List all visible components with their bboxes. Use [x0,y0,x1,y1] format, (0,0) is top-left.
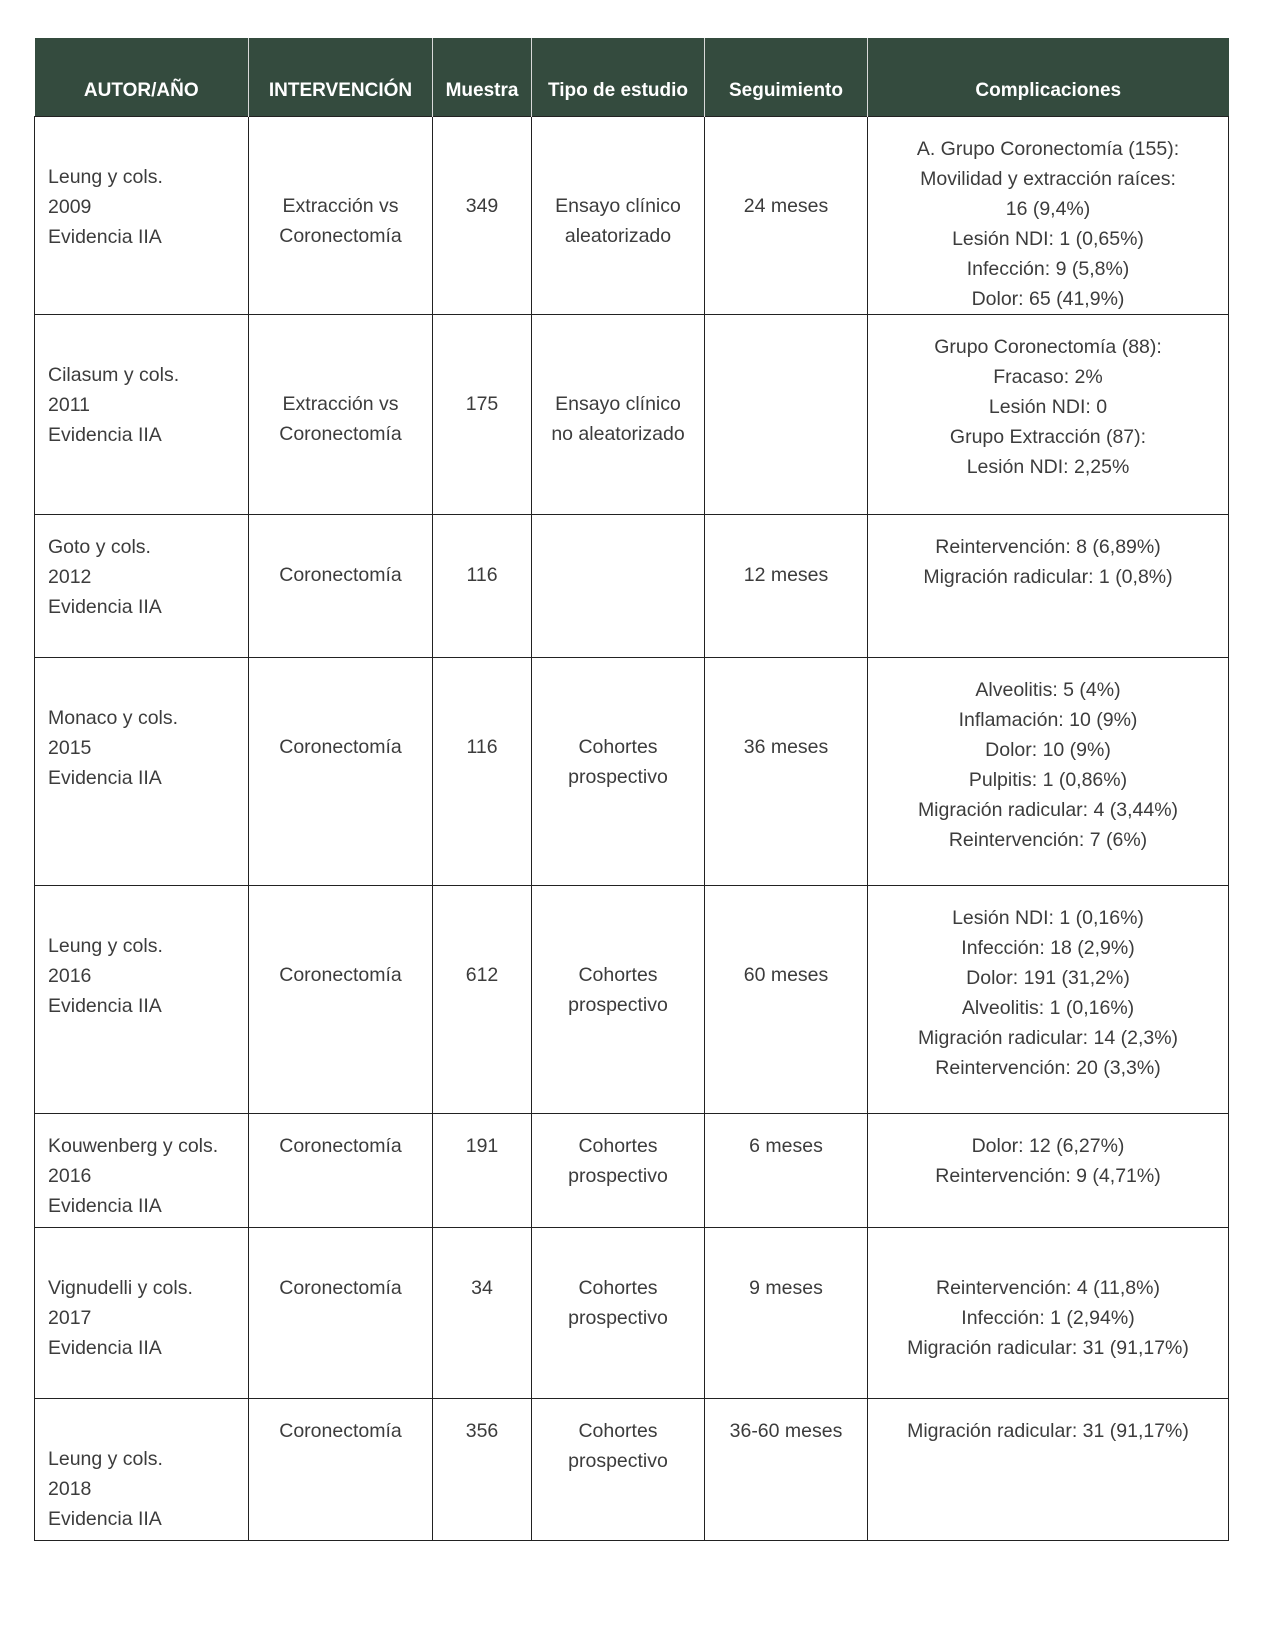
complications-cell [868,514,1229,657]
sample-line: 34 [471,1276,493,1299]
study-type-line: prospectivo [568,1306,668,1329]
sample-line: 612 [465,963,499,986]
author-year-line: Evidencia IIA [48,423,162,446]
study-type-line: Ensayo clínico [555,194,681,217]
author-year-line: Leung y cols. [48,165,163,188]
study-type-cell [532,1227,705,1398]
intervention-line: Coronectomía [279,422,402,445]
complications-line: Lesión NDI: 1 (0,65%) [952,227,1144,250]
complications-cell [868,885,1229,1113]
author-year-line: Cilasum y cols. [48,363,180,386]
study-type-line: Cohortes [578,963,658,986]
sample-cell [433,657,532,885]
complications-line: Migración radicular: 31 (91,17%) [907,1336,1189,1359]
sample-line: 356 [465,1419,499,1442]
header-row [35,38,1229,116]
author-year-line: 2011 [48,393,90,416]
intervention-cell [249,1227,433,1398]
intervention-line: Coronectomía [279,224,402,247]
intervention-line: Extracción vs [282,392,399,415]
author-year-line: Evidencia IIA [48,595,162,618]
author-year-line: Evidencia IIA [48,994,162,1017]
intervention-line: Coronectomía [279,1276,402,1299]
header-follow-up: Seguimiento [705,38,868,116]
complications-line: Alveolitis: 5 (4%) [975,678,1121,701]
author-year-line: Evidencia IIA [48,225,162,248]
sample-line: 175 [465,392,499,415]
study-type-cell [532,1113,705,1227]
header-study-type: Tipo de estudio [532,38,705,116]
complications-line: A. Grupo Coronectomía (155): [916,137,1180,160]
author-year-line: 2015 [48,736,92,759]
complications-line: Infección: 1 (2,94%) [961,1306,1135,1329]
complications-line: Reintervención: 20 (3,3%) [935,1056,1161,1079]
intervention-cell [249,657,433,885]
study-type-line: Cohortes [578,1419,658,1442]
author-year-line: 2017 [48,1306,92,1329]
author-year-line: Leung y cols. [48,934,163,957]
complications-line: 16 (9,4%) [1005,197,1091,220]
study-type-line: prospectivo [568,993,668,1016]
follow-up-cell [705,514,868,657]
sample-cell [433,1113,532,1227]
complications-line: Lesión NDI: 0 [988,395,1108,418]
author-year-line: Evidencia IIA [48,1336,162,1359]
author-year-cell [35,1398,249,1540]
complications-line: Reintervención: 9 (4,71%) [935,1164,1161,1187]
table-row [35,1113,1229,1227]
complications-line: Migración radicular: 31 (91,17%) [907,1419,1189,1442]
complications-cell [868,1113,1229,1227]
complications-line: Movilidad y extracción raíces: [920,167,1176,190]
complications-line: Pulpitis: 1 (0,86%) [968,768,1128,791]
study-type-cell [532,1398,705,1540]
follow-up-line: 60 meses [743,963,829,986]
author-year-cell [35,885,249,1113]
author-year-cell [35,314,249,514]
follow-up-cell [705,1113,868,1227]
complications-line: Dolor: 65 (41,9%) [971,287,1125,310]
follow-up-cell [705,885,868,1113]
intervention-line: Coronectomía [279,563,402,586]
table-row [35,885,1229,1113]
follow-up-line: 12 meses [743,563,829,586]
sample-cell [433,1227,532,1398]
complications-line: Infección: 9 (5,8%) [966,257,1130,280]
study-type-line: Cohortes [578,1276,658,1299]
follow-up-line: 24 meses [743,194,829,217]
intervention-line: Coronectomía [279,735,402,758]
author-year-line: Vignudelli y cols. [48,1276,193,1299]
complications-cell [868,1398,1229,1540]
complications-line: Lesión NDI: 1 (0,16%) [952,906,1144,929]
author-year-line: 2012 [48,565,92,588]
complications-line: Alveolitis: 1 (0,16%) [961,996,1135,1019]
complications-cell [868,1227,1229,1398]
complications-line: Dolor: 191 (31,2%) [966,966,1130,989]
complications-line: Migración radicular: 14 (2,3%) [917,1026,1179,1049]
complications-line: Inflamación: 10 (9%) [958,708,1138,731]
study-type-line: prospectivo [568,1449,668,1472]
author-year-line: Leung y cols. [48,1447,163,1470]
header-author-year: AUTOR/AÑO [35,38,249,116]
intervention-line: Extracción vs [282,194,399,217]
study-type-cell [532,657,705,885]
author-year-line: Monaco y cols. [48,706,179,729]
intervention-cell [249,1398,433,1540]
author-year-line: Evidencia IIA [48,1194,162,1217]
header-intervention: INTERVENCIÓN [249,38,433,116]
study-type-cell [532,514,705,657]
study-type-line: no aleatorizado [551,422,685,445]
complications-line: Dolor: 10 (9%) [985,738,1111,761]
author-year-line: 2016 [48,1164,92,1187]
sample-line: 349 [465,194,499,217]
table-row [35,514,1229,657]
table-row [35,116,1229,314]
complications-line: Migración radicular: 4 (3,44%) [917,798,1179,821]
header-complications: Complicaciones [868,38,1229,116]
table-row [35,1227,1229,1398]
study-type-line: Cohortes [578,735,658,758]
author-year-cell [35,1227,249,1398]
study-type-cell [532,314,705,514]
intervention-cell [249,1113,433,1227]
table-row [35,657,1229,885]
study-type-line: Cohortes [578,1134,658,1157]
follow-up-cell [705,657,868,885]
intervention-line: Coronectomía [279,963,402,986]
sample-cell [433,116,532,314]
follow-up-line: 6 meses [749,1134,823,1157]
study-type-line: Ensayo clínico [555,392,681,415]
complications-line: Reintervención: 4 (11,8%) [935,1276,1160,1299]
header-sample: Muestra [433,38,532,116]
study-type-cell [532,116,705,314]
sample-line: 191 [465,1134,499,1157]
author-year-cell [35,116,249,314]
complications-line: Grupo Extracción (87): [949,425,1147,448]
table-body [35,116,1229,1540]
complications-cell [868,314,1229,514]
follow-up-line: 36-60 meses [729,1419,843,1442]
sample-cell [433,514,532,657]
complications-line: Infección: 18 (2,9%) [961,936,1135,959]
study-type-cell [532,885,705,1113]
complications-cell [868,116,1229,314]
complications-line: Migración radicular: 1 (0,8%) [923,565,1173,588]
complications-cell [868,657,1229,885]
author-year-cell [35,514,249,657]
intervention-cell [249,116,433,314]
complications-line: Reintervención: 7 (6%) [948,828,1148,851]
author-year-cell [35,657,249,885]
complications-line: Fracaso: 2% [993,365,1103,388]
intervention-line: Coronectomía [279,1419,402,1442]
author-year-line: Evidencia IIA [48,1507,162,1530]
author-year-line: 2009 [48,195,92,218]
follow-up-cell [705,1398,868,1540]
table-row [35,314,1229,514]
author-year-line: Goto y cols. [48,535,151,558]
study-type-line: aleatorizado [564,224,672,247]
table-row [35,1398,1229,1540]
sample-line: 116 [466,563,498,586]
sample-cell [433,314,532,514]
complications-line: Reintervención: 8 (6,89%) [935,535,1161,558]
author-year-line: 2018 [48,1477,92,1500]
intervention-line: Coronectomía [279,1134,402,1157]
study-type-line: prospectivo [568,1164,668,1187]
follow-up-line: 9 meses [749,1276,823,1299]
follow-up-cell [705,314,868,514]
complications-line: Dolor: 12 (6,27%) [971,1134,1125,1157]
follow-up-line: 36 meses [743,735,829,758]
follow-up-cell [705,116,868,314]
sample-cell [433,885,532,1113]
author-year-line: Evidencia IIA [48,766,162,789]
sample-cell [433,1398,532,1540]
complications-line: Grupo Coronectomía (88): [934,335,1162,358]
study-type-line: prospectivo [568,765,668,788]
complications-line: Lesión NDI: 2,25% [966,455,1130,478]
author-year-line: Kouwenberg y cols. [48,1134,219,1157]
sample-line: 116 [466,735,498,758]
author-year-line: 2016 [48,964,92,987]
studies-table [34,38,1229,1541]
intervention-cell [249,885,433,1113]
intervention-cell [249,514,433,657]
author-year-cell [35,1113,249,1227]
intervention-cell [249,314,433,514]
follow-up-cell [705,1227,868,1398]
